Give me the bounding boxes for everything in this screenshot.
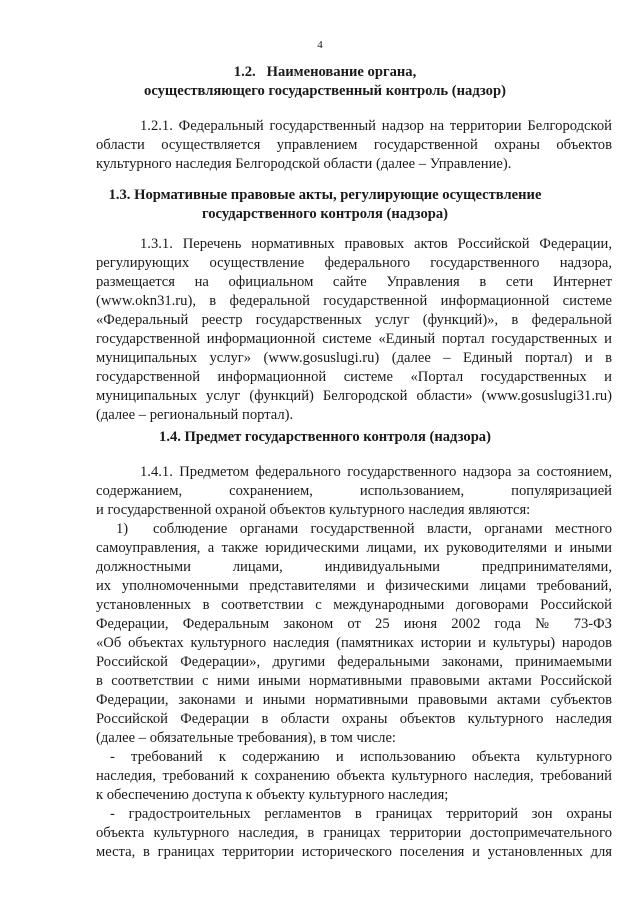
- paragraph-1-4-1: [96, 463, 612, 520]
- dash-item-requirements: [96, 748, 612, 805]
- text-line: культурного наследия Белгородской области (далее – Управление).: [96, 156, 512, 172]
- text-line: - градостроительных регламентов в границах территорий зон охраны: [110, 806, 612, 822]
- text-line: к обеспечению доступа к объекту культурного наследия;: [96, 787, 449, 803]
- text-line: объекта культурного наследия, в границах территории достопримечательного: [96, 825, 612, 841]
- text-line: самоуправления, а также юридическими лицами, их руководителями и иными: [96, 540, 612, 556]
- text-line: Федерации, Федеральным законом от 25 июня 2002 года № 73-ФЗ: [96, 616, 612, 632]
- text-line: и государственной охраной объектов культурного наследия являются:: [96, 502, 531, 518]
- text-line: государственной информационной системе «Портал государственных и: [96, 369, 612, 385]
- text-line: муниципальных услуг» (www.gosuslugi.ru) (далее – Единый портал) и в: [96, 350, 612, 366]
- paragraph-1-3-1: [96, 235, 612, 425]
- text-line: Российской Федерации», другими федеральными законами, принимаемыми: [96, 654, 612, 670]
- dash-item-urban-regulations: [96, 805, 612, 862]
- text-line: должностными лицами, индивидуальными предпринимателями,: [96, 559, 612, 575]
- text-line: содержанием, сохранением, использованием, популяризацией: [96, 483, 612, 499]
- text-line: - требований к содержанию и использованию объекта культурного: [110, 749, 612, 765]
- heading-line: 1.2. Наименование органа,: [233, 64, 417, 80]
- heading-line: государственного контроля (надзора): [201, 206, 449, 222]
- text-line: (далее – региональный портал).: [96, 407, 294, 423]
- text-line: установленных в соответствии с международными договорами Российской: [96, 597, 612, 613]
- section-heading-1-4: [90, 428, 560, 447]
- text-line: размещается на официальном сайте Управления в сети Интернет: [96, 274, 612, 290]
- text-line: «Об объектах культурного наследия (памятниках истории и культуры) народов: [96, 635, 612, 651]
- heading-line: 1.3. Нормативные правовые акты, регулирующие осуществление: [108, 187, 542, 203]
- section-heading-1-2: [90, 63, 560, 101]
- text-line: государственной информационной системе «Единый портал государственных и: [96, 331, 612, 347]
- text-line: в соответствии с ними иными нормативными правовыми актами Российской: [96, 673, 612, 689]
- heading-line: осуществляющего государственный контроль (надзор): [144, 83, 506, 99]
- text-line: муниципальных услуг (функций) Белгородской области» (www.gosuslugi31.ru): [96, 388, 612, 404]
- text-line: Федерации, законами и иными нормативными правовыми актами субъектов: [96, 692, 612, 708]
- paragraph-1-2-1: [96, 117, 612, 174]
- text-line: 1.2.1. Федеральный государственный надзор на территории Белгородской: [140, 118, 612, 134]
- text-line: их уполномоченными представителями и физическими лицами требований,: [96, 578, 612, 594]
- text-line: 1) соблюдение органами государственной власти, органами местного: [116, 521, 612, 537]
- text-line: места, в границах территории исторического поселения и установленных для: [96, 844, 612, 860]
- text-line: «Федеральный реестр государственных услуг (функций)», в федеральной: [96, 312, 612, 328]
- text-line: области осуществляется управлением государственной охраны объектов: [96, 137, 612, 153]
- text-line: (далее – обязательные требования), в том числе:: [96, 730, 396, 746]
- text-line: 1.4.1. Предметом федерального государственного надзора за состоянием,: [140, 464, 612, 480]
- heading-line: 1.4. Предмет государственного контроля (надзора): [159, 429, 491, 445]
- text-line: Российской Федерации в области охраны объектов культурного наследия: [96, 711, 612, 727]
- text-line: регулирующих осуществление федерального государственного надзора,: [96, 255, 612, 271]
- list-item-1: [96, 520, 612, 748]
- text-line: 1.3.1. Перечень нормативных правовых актов Российской Федерации,: [140, 236, 612, 252]
- text-line: (www.okn31.ru), в федеральной государственной информационной системе: [96, 293, 612, 309]
- page-number: 4: [317, 39, 323, 51]
- section-heading-1-3: [90, 186, 560, 224]
- text-line: наследия, требований к сохранению объекта культурного наследия, требований: [96, 768, 612, 784]
